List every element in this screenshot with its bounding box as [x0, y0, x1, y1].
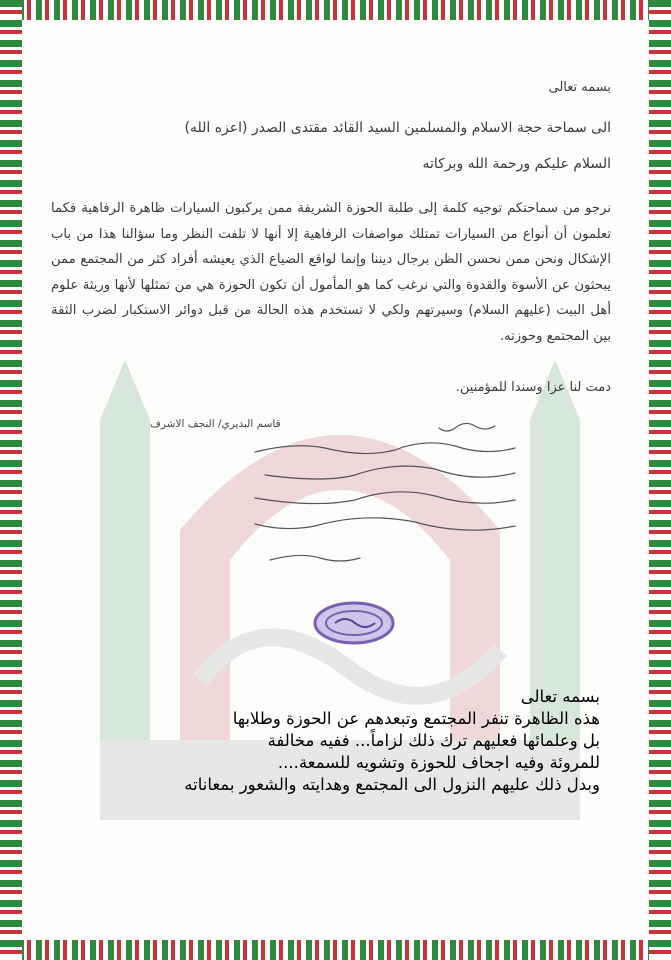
- typed-reply-line: للمروئة وفيه اجحاف للحوزة وتشويه للسمعة....: [277, 753, 600, 772]
- typed-reply-line: بسمه تعالى: [520, 687, 600, 706]
- letter-closing: دمت لنا عزا وسندا للمؤمنين.: [455, 380, 611, 395]
- typed-reply-line: وبدل ذلك عليهم النزول الى المجتمع وهدايته والشعور بمعاناته: [184, 775, 600, 794]
- letter-greeting: السلام عليكم ورحمة الله وبركاته: [422, 156, 611, 172]
- decorative-border-bottom: [0, 940, 671, 960]
- letter-body: نرجو من سماحتكم توجيه كلمة إلى طلبة الحوزة الشريفة ممن يركبون السيارات ظاهرة الرفاهية فكما تعلمون أن أنواع من السيارات تمتلك مواصفات الرفاهية إلا أنها لا تلفت النظر وما سؤالنا هذا من باب الإشكال ونحن ممن نحسن الظن برجال ديننا وإنما لواقع الضياع الذي يعيشه أفراد كثر من المجتمع ممن يبحثون عن الأسوة والقدوة والتي نرغب كما هو المأمول أن تكون الحوزة هي من تمثلها لأنها وريثة علوم أهل البيت (عليهم السلام) وسيرتهم ولكي لا تستخدم هذه الحالة من قبل دوائر الاستكبار لضرب الثقة بين المجتمع وحوزته.: [51, 201, 611, 344]
- decorative-border-right: [649, 0, 671, 960]
- seal-stamp-icon: [313, 601, 395, 645]
- letter-address: الى سماحة حجة الاسلام والمسلمين السيد القائد مقتدى الصدر (اعزه الله): [184, 120, 611, 136]
- typed-reply: [60, 686, 600, 796]
- typed-reply-line: بل وعلمائها فعليهم ترك ذلك لزاماً... ففيه مخالفة: [267, 731, 600, 750]
- decorative-border-left: [0, 0, 22, 960]
- typed-reply-line: هذه الظاهرة تنفر المجتمع وتبعدهم عن الحوزة وطلابها: [232, 709, 600, 728]
- letter-signature: قاسم البديري/ النجف الاشرف: [150, 418, 281, 430]
- letter-basmala: بسمه تعالى: [548, 80, 611, 95]
- handwritten-reply-icon: [240, 418, 520, 578]
- decorative-border-top: [0, 0, 671, 20]
